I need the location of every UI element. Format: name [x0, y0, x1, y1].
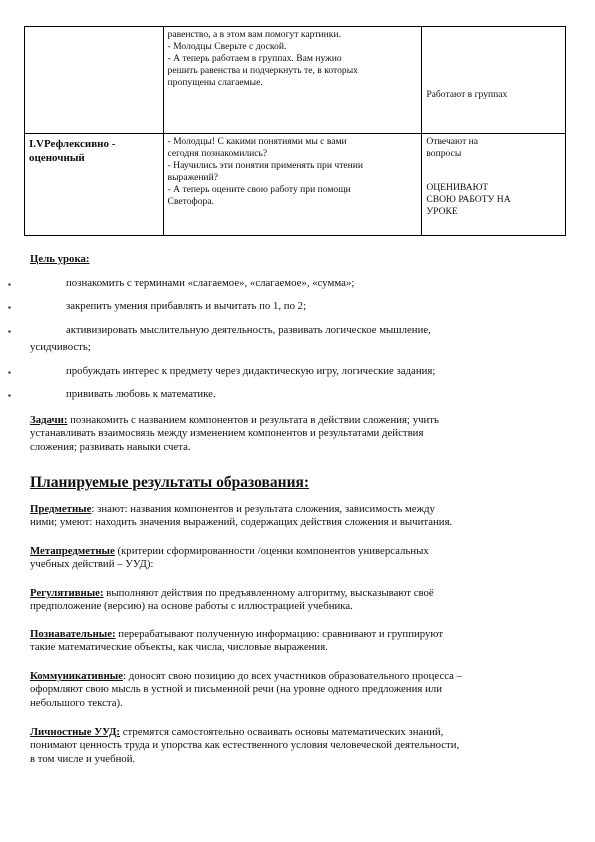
communicative-results: [30, 670, 565, 710]
section-label: Предметные: [30, 503, 92, 515]
section-text: учебных действий – УУД):: [30, 558, 154, 571]
cell-line: - А теперь работаем в группах. Вам нужно: [167, 53, 342, 64]
section-text: стремятся самостоятельно осваивать основы математических знаний,: [120, 726, 444, 738]
tasks-label: Задачи:: [30, 414, 68, 426]
goal-heading: Цель урока:: [30, 253, 90, 265]
goal-item: пробуждать интерес к предмету через дидактическую игру, логические задания;: [66, 365, 436, 377]
stage-title: I.VРефлексивно -: [29, 138, 116, 150]
section-label: Регулятивные:: [30, 587, 104, 599]
section-text: ними; умеют: находить значения выражений, содержащих действия сложения и вычитания.: [30, 516, 453, 529]
tasks-paragraph: [30, 414, 565, 454]
section-label: Познавательные:: [30, 628, 116, 640]
goal-item: закрепить умения прибавлять и вычитать по 1, по 2;: [66, 300, 307, 312]
cell-line: Отвечают на: [426, 136, 479, 147]
subject-results: [30, 503, 565, 530]
lesson-table: [24, 26, 566, 236]
cell-line: выражений?: [167, 172, 218, 183]
cognitive-results: [30, 628, 565, 655]
cell-line: - Молодцы! С какими понятиями мы с вами: [167, 136, 347, 147]
student-activity-cell: [422, 134, 566, 236]
cell-line: УРОКЕ: [426, 206, 458, 217]
table-row: [25, 27, 566, 134]
cell-line: Светофора.: [167, 196, 215, 207]
cell-line: СВОЮ РАБОТУ НА: [426, 194, 511, 205]
cell-line: ОЦЕНИВАЮТ: [426, 182, 489, 193]
section-text: понимают ценность труда и упорства как естественного условия человеческой деятельности,: [30, 739, 460, 752]
section-text: такие математические объекты, как числа, числовые выражения.: [30, 641, 328, 654]
teacher-activity-cell: [163, 27, 422, 134]
section-label: Коммуникативные: [30, 670, 124, 682]
bullet-icon: ▪: [8, 391, 11, 400]
section-label: Личностные УУД:: [30, 726, 120, 738]
cell-line: пропущены слагаемые.: [167, 77, 263, 88]
bullet-icon: ▪: [8, 303, 11, 312]
teacher-activity-cell: [163, 134, 422, 236]
section-text: : знают: названия компонентов и результата сложения, зависимость между: [91, 503, 435, 515]
bullet-icon: ▪: [8, 280, 11, 289]
goal-item: познакомить с терминами «слагаемое», «слагаемое», «сумма»;: [66, 277, 355, 289]
section-label: Метапредметные: [30, 545, 115, 557]
table-row: [25, 134, 566, 236]
tasks-text: сложения; развивать навыки счета.: [30, 440, 191, 453]
results-heading: Планируемые результаты образования:: [30, 474, 310, 491]
goal-item: прививать любовь к математике.: [66, 388, 216, 400]
cell-line: решить равенства и подчеркнуть те, в которых: [167, 65, 358, 76]
section-text: в том числе и учебной.: [30, 752, 136, 765]
section-text: небольшого текста).: [30, 696, 123, 709]
cell-line: - Молодцы Сверьте с доской.: [167, 41, 287, 52]
stage-title: оценочный: [29, 152, 85, 164]
personal-results: [30, 726, 565, 766]
bullet-icon: ▪: [8, 327, 11, 336]
section-text: (критерии сформированности /оценки компонентов универсальных: [114, 545, 429, 557]
tasks-text: устанавливать взаимосвязь между изменением компонентов и результатами действия: [30, 427, 424, 440]
cell-line: - А теперь оцените свою работу при помощи: [167, 184, 351, 195]
meta-results: [30, 545, 565, 572]
goal-item: активизировать мыслительную деятельность, развивать логическое мышление,: [66, 324, 431, 336]
cell-line: равенство, а в этом вам помогут картинки.: [167, 29, 341, 40]
section-text: : доносят свою позицию до всех участников образовательного процесса –: [123, 670, 463, 682]
section-text: оформляют свою мысль в устной и письменной речи (на уровне одного предложения или: [30, 683, 442, 696]
cell-line: сегодня познакомились?: [167, 148, 268, 159]
section-text: предположение (версию) на основе работы с иллюстрацией учебника.: [30, 600, 353, 613]
goal-item: усидчивость;: [30, 341, 91, 353]
stage-cell: [25, 27, 164, 134]
cell-line: вопросы: [426, 148, 462, 159]
tasks-text: познакомить с названием компонентов и результата в действии сложения; учить: [67, 414, 439, 426]
section-text: выполняют действия по предъявленному алгоритму, высказывают своё: [103, 587, 434, 599]
bullet-icon: ▪: [8, 368, 11, 377]
stage-cell: [25, 134, 164, 236]
student-activity-cell: [422, 27, 566, 134]
section-text: перерабатывают полученную информацию: сравнивают и группируют: [115, 628, 444, 640]
cell-line: Работают в группах: [426, 89, 508, 100]
cell-line: - Научились эти понятия применять при чтении: [167, 160, 364, 171]
regulatory-results: [30, 587, 565, 614]
